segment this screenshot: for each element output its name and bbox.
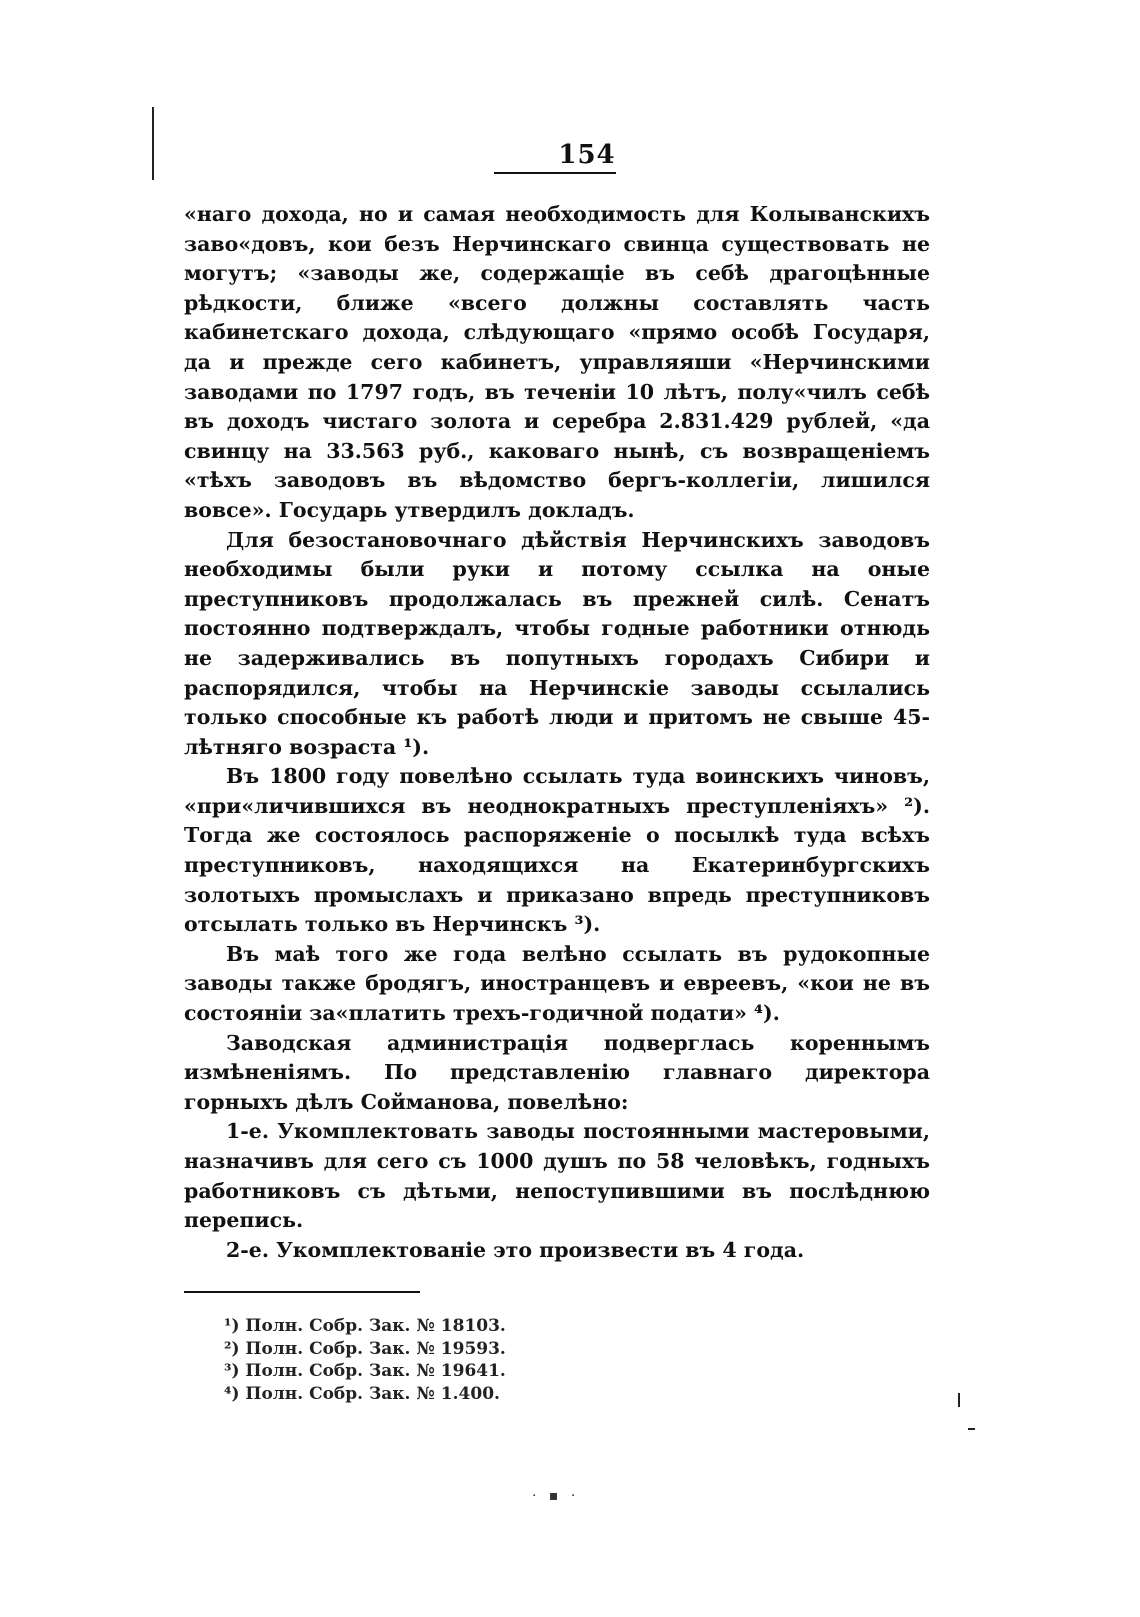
paragraph: Для безостановочнаго дѣйствія Нерчинскихъ заводовъ необходимы были руки и потому ссылка на оные преступниковъ продолжалась въ прежней силѣ. Сенатъ постоянно подтверждалъ, чтобы годные работники отнюдь не задерживались въ попутныхъ городахъ Сибири и распорядился, чтобы на Нерчинскіе заводы ссылались только способные къ работѣ люди и притомъ не свыше 45-лѣтняго возраста ¹). [184,527,930,759]
footnote-separator [184,1291,420,1293]
paragraph: Въ 1800 году повелѣно ссылать туда воинскихъ чиновъ, «при«личившихся въ неоднократныхъ преступленіяхъ» ²). Тогда же состоялось распоряженіе о посылкѣ туда всѣхъ преступниковъ, находящихся на Екатеринбургскихъ золотыхъ промыслахъ и приказано впредь преступниковъ отсылать только въ Нерчинскъ ³). [184,764,930,937]
page-number-rule [494,172,616,174]
paragraph: 2-е. Укомплектованіе это произвести въ 4 года. [226,1237,805,1262]
footnote: ²) Полн. Собр. Зак. № 19593. [224,1338,506,1359]
main-text [184,200,930,1265]
footnote: ¹) Полн. Собр. Зак. № 18103. [224,1316,506,1337]
paragraph: Въ маѣ того же года велѣно ссылать въ рудокопные заводы также бродягъ, иностранцевъ и евреевъ, «кои не въ состояніи за«платить трехъ-годичной подати» ⁴). [184,941,930,1026]
footnote: ⁴) Полн. Собр. Зак. № 1.400. [224,1383,500,1404]
footnotes [224,1315,930,1405]
scan-speck: · ▪ · [532,1488,580,1504]
book-page [184,140,930,1405]
paragraph: «наго дохода, но и самая необходимость для Колыванскихъ заво«довъ, кои безъ Нерчинскаго свинца существовать не могутъ; «заводы же, содержащіе въ себѣ драгоцѣнные рѣдкости, ближе «всего должны составлять часть кабинетскаго дохода, слѣдующаго «прямо особѣ Государя, да и прежде сего кабинетъ, управляяши «Нерчинскими заводами по 1797 годъ, въ теченіи 10 лѣтъ, полу«чилъ себѣ въ доходъ чистаго золота и серебра 2.831.429 рублей, «да свинцу на 33.563 руб., каковаго нынѣ, съ возвращеніемъ «тѣхъ заводовъ въ вѣдомство бергъ-коллегіи, лишился вовсе». Государь утвердилъ докладъ. [184,202,930,522]
footnote: ³) Полн. Собр. Зак. № 19641. [224,1361,506,1382]
page-number: 154 [558,140,616,170]
scan-margin-mark [152,107,154,180]
paragraph: 1-е. Укомплектовать заводы постоянными мастеровыми, назначивъ для сего съ 1000 душъ по 58 человѣкъ, годныхъ работниковъ съ дѣтьми, непоступившими въ послѣднюю перепись. [184,1119,930,1233]
scan-speck [958,1393,960,1407]
paragraph: Заводская администрація подверглась кореннымъ измѣненіямъ. По представленію главнаго директора горныхъ дѣлъ Сойманова, повелѣно: [184,1030,930,1114]
scan-speck [968,1428,975,1430]
